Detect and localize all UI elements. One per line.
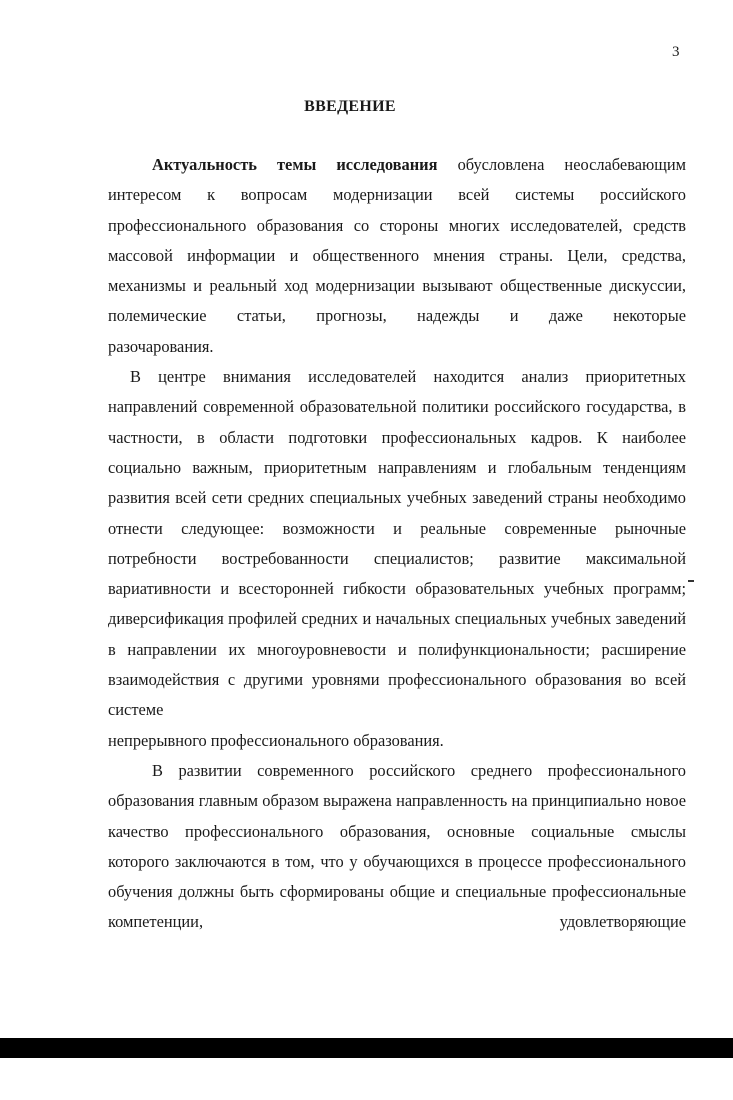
page-number: 3 bbox=[672, 44, 680, 60]
scan-border-bar bbox=[0, 1038, 733, 1058]
paragraph-lead: Актуальность темы исследования bbox=[152, 155, 438, 174]
document-body bbox=[108, 150, 686, 938]
paragraph-relevance bbox=[108, 150, 686, 332]
section-title: ВВЕДЕНИЕ bbox=[304, 98, 396, 115]
paragraph-tail: разочарования. bbox=[108, 336, 214, 356]
margin-mark bbox=[688, 580, 694, 582]
paragraph-tail: непрерывного профессионального образования. bbox=[108, 730, 444, 750]
paragraph-text: обусловлена неослабевающим интересом к вопросам модернизации всей системы российского профессионального образования со стороны многих исследователей, средств массовой информации и общественного мнения страны. Цели, средства, механизмы и реальный ход модернизации вызывают общественные дискуссии, полемические статьи, прогнозы, надежды и даже некоторые bbox=[108, 155, 687, 326]
paragraph-research-focus: В центре внимания исследователей находится анализ приоритетных направлений современной образовательной политики российского государства, в частности, в области подготовки профессиональных кадров. К наиболее социально важным, приоритетным направлениям и глобальным тенденциям развития всей сети средних специальных учебных заведений страны необходимо отнести следующее: возможности и реальные современные рыночные потребности востребованности специалистов; развитие максимальной вариативности и всесторонней гибкости образовательных учебных программ; диверсификация профилей средних и начальных специальных учебных заведений в направлении их многоуровневости и полифункциональности; расширение взаимодействия с другими уровнями профессионального образования во всей системе bbox=[108, 367, 686, 720]
paragraph-development: В развитии современного российского среднего профессионального образования главным образом выражена направленность на принципиально новое качество профессионального образования, основные социальные смыслы которого заключаются в том, что у обучающихся в процессе профессионального обучения должны быть сформированы общие и специальные профессиональные компетенции, удовлетворяющие bbox=[108, 760, 686, 932]
